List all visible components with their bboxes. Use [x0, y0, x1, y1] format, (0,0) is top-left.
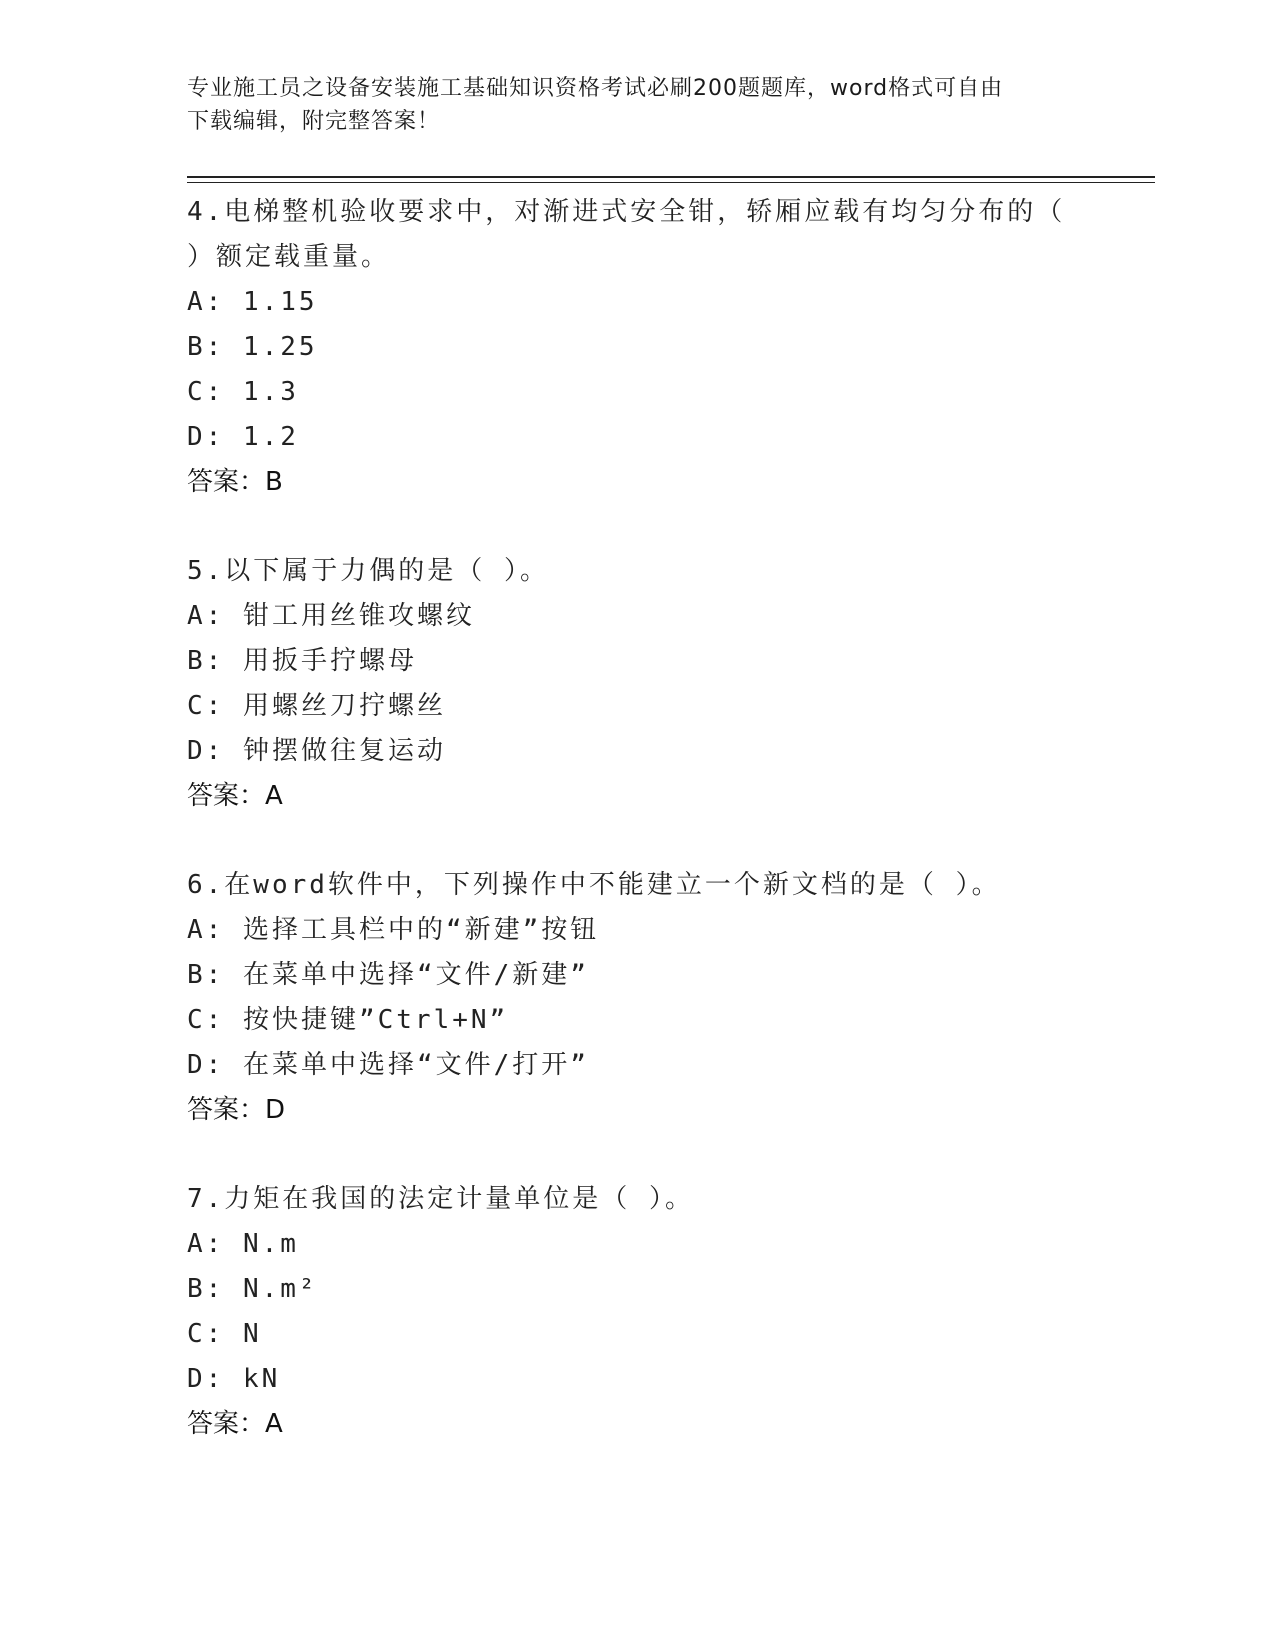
answer-key: 答案：B — [187, 467, 283, 497]
option-a: A: 钳工用丝锥攻螺纹 — [187, 601, 475, 631]
header-title-line-2: 下载编辑，附完整答案！ — [187, 109, 441, 134]
option-d: D: 钟摆做往复运动 — [187, 736, 446, 766]
option-a: A: 1.15 — [187, 287, 318, 317]
option-b: B: 在菜单中选择“文件/新建” — [187, 960, 589, 990]
option-d: D: 在菜单中选择“文件/打开” — [187, 1050, 589, 1080]
answer-key: 答案：D — [187, 1095, 286, 1125]
option-d: D: kN — [187, 1364, 281, 1394]
header-divider-thin — [187, 182, 1155, 183]
option-a: A: N.m — [187, 1229, 299, 1259]
option-d: D: 1.2 — [187, 422, 299, 452]
option-b: B: 1.25 — [187, 332, 318, 362]
option-c: C: 用螺丝刀拧螺丝 — [187, 691, 446, 721]
question-stem: 6.在word软件中，下列操作中不能建立一个新文档的是（ ）。 — [187, 870, 1001, 900]
question-5 — [187, 549, 1087, 819]
answer-key: 答案：A — [187, 781, 283, 811]
header-divider-thick — [187, 176, 1155, 178]
question-4 — [187, 190, 1087, 505]
option-a: A: 选择工具栏中的“新建”按钮 — [187, 915, 600, 945]
option-c: C: 1.3 — [187, 377, 299, 407]
question-stem: 4.电梯整机验收要求中，对渐进式安全钳，轿厢应载有均匀分布的（ — [187, 197, 1066, 227]
question-stem: 7.力矩在我国的法定计量单位是（ ）。 — [187, 1184, 694, 1214]
option-c: C: 按快捷键”Ctrl+N” — [187, 1005, 509, 1035]
document-header — [187, 72, 1067, 138]
option-b: B: 用扳手拧螺母 — [187, 646, 417, 676]
option-b: B: N.m² — [187, 1274, 318, 1304]
option-c: C: N — [187, 1319, 262, 1349]
question-list — [187, 190, 1087, 1491]
question-7 — [187, 1177, 1087, 1447]
question-stem-continued: ）额定载重量。 — [187, 242, 391, 272]
question-6 — [187, 863, 1087, 1133]
header-title-line-1: 专业施工员之设备安装施工基础知识资格考试必刷200题题库，word格式可自由 — [187, 76, 1004, 101]
answer-key: 答案：A — [187, 1409, 283, 1439]
question-stem: 5.以下属于力偶的是（ ）。 — [187, 556, 549, 586]
